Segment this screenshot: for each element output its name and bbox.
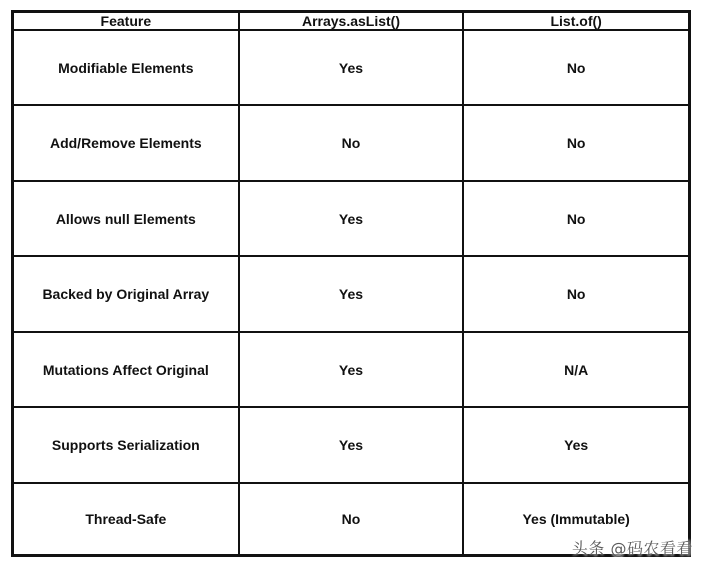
arrays-aslist-cell: Yes	[239, 30, 464, 105]
feature-cell: Backed by Original Array	[14, 256, 239, 331]
arrays-aslist-cell: Yes	[239, 407, 464, 482]
table-row	[14, 332, 688, 407]
arrays-aslist-cell: No	[239, 483, 464, 554]
watermark: 头条 @码农看看	[571, 539, 693, 558]
feature-cell: Thread-Safe	[14, 483, 239, 554]
list-of-cell: Yes (Immutable)	[463, 483, 688, 554]
comparison-table	[11, 10, 691, 557]
header-list-of: List.of()	[463, 13, 688, 30]
header-row	[14, 13, 688, 30]
feature-cell: Mutations Affect Original	[14, 332, 239, 407]
list-of-cell: No	[463, 30, 688, 105]
feature-cell: Modifiable Elements	[14, 30, 239, 105]
arrays-aslist-cell: Yes	[239, 332, 464, 407]
arrays-aslist-cell: Yes	[239, 256, 464, 331]
table-row	[14, 105, 688, 180]
comparison-table-grid	[14, 13, 688, 554]
arrays-aslist-cell: Yes	[239, 181, 464, 256]
table-row	[14, 181, 688, 256]
feature-cell: Supports Serialization	[14, 407, 239, 482]
table-row	[14, 30, 688, 105]
list-of-cell: No	[463, 181, 688, 256]
header-arrays-aslist: Arrays.asList()	[239, 13, 464, 30]
list-of-cell: N/A	[463, 332, 688, 407]
list-of-cell: Yes	[463, 407, 688, 482]
feature-cell: Allows null Elements	[14, 181, 239, 256]
feature-cell: Add/Remove Elements	[14, 105, 239, 180]
table-row	[14, 256, 688, 331]
list-of-cell: No	[463, 105, 688, 180]
arrays-aslist-cell: No	[239, 105, 464, 180]
table-row	[14, 407, 688, 482]
header-feature: Feature	[14, 13, 239, 30]
list-of-cell: No	[463, 256, 688, 331]
